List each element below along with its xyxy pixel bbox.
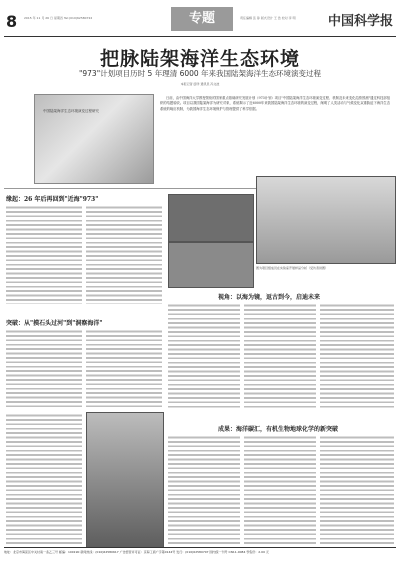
article-subtitle: "973"计划项目历时 5 年理清 6000 年来我国陆架海洋生态环境演变过程	[78, 69, 322, 78]
header-rule	[4, 36, 396, 37]
footer-text: 地址：北京市海淀区中关村南一条乙三号 邮编：100190 新闻热线：(010)62580617 广告经营许可证：京海工商广字第0144号 发行：(010)62580707 国内统一刊号 CN11-0084 零售价：2.00 元	[4, 550, 269, 554]
body-text-column	[244, 302, 316, 408]
body-text-column	[6, 328, 82, 408]
section-heading-breakthrough: 突破：从"摸石头过河"到"洞察海洋"	[6, 320, 103, 327]
body-text-column	[168, 434, 240, 546]
editor-line: 责任编辑 张 铮 版式设计 王 浩 校对 李 明	[240, 16, 296, 20]
intro-text: 日前，由中国海洋大学教授领衔的国家重点基础研究发展计划（973计划）项目"中国陆架海洋生态环境演变过程、机制及未来变化趋势预测"通过科技部组织的结题验收。项目以我国陆架海洋为研究对象，系统揭示了近6000年来我国陆架海洋生态环境的演变过程，阐明了人类活动与气候变化双重胁迫下海洋生态系统的响应机制，为我国海洋生态环境保护与管理提供了科学依据。	[160, 96, 390, 111]
body-text-column	[6, 204, 82, 304]
body-text-column	[320, 434, 394, 546]
section-heading-origin: 缘起：26 年后再回到"近海"973"	[6, 196, 99, 203]
photo-laboratory	[256, 176, 396, 264]
date-line: 2015 年 11 月 26 日 星期四 Tel:(010)62580722	[24, 16, 93, 20]
article-title: 把脉陆架海洋生态环境	[99, 48, 300, 70]
masthead: 中国科学报	[328, 14, 394, 29]
body-text-column	[86, 328, 162, 408]
footer-rule	[4, 547, 396, 548]
section-heading-perspective: 视角：以海为镜，返古到今，启迪未来	[218, 294, 321, 301]
body-text-column	[168, 302, 240, 408]
photo-meeting	[168, 194, 254, 242]
book-cover-image	[34, 94, 154, 184]
photo-ship-deck	[86, 412, 164, 548]
photo-caption: 图为项目组成员在实验室开展样品分析（受访者供图）	[256, 266, 329, 270]
body-text-column	[6, 412, 82, 546]
section-tab: 专题	[171, 7, 233, 31]
byline: 本报记者 廖洋 通讯员 冯文波	[180, 82, 220, 86]
body-text-column	[320, 302, 394, 408]
section-heading-results: 成果：海洋碳汇，有机生物地球化学的新突破	[218, 426, 339, 433]
body-text-column	[244, 434, 316, 546]
page-number: 8	[6, 12, 18, 31]
photo-auditorium	[168, 242, 254, 288]
book-cover-title: 中国陆架海洋生态环境演变过程研究	[43, 109, 99, 113]
body-text-column	[86, 204, 162, 304]
